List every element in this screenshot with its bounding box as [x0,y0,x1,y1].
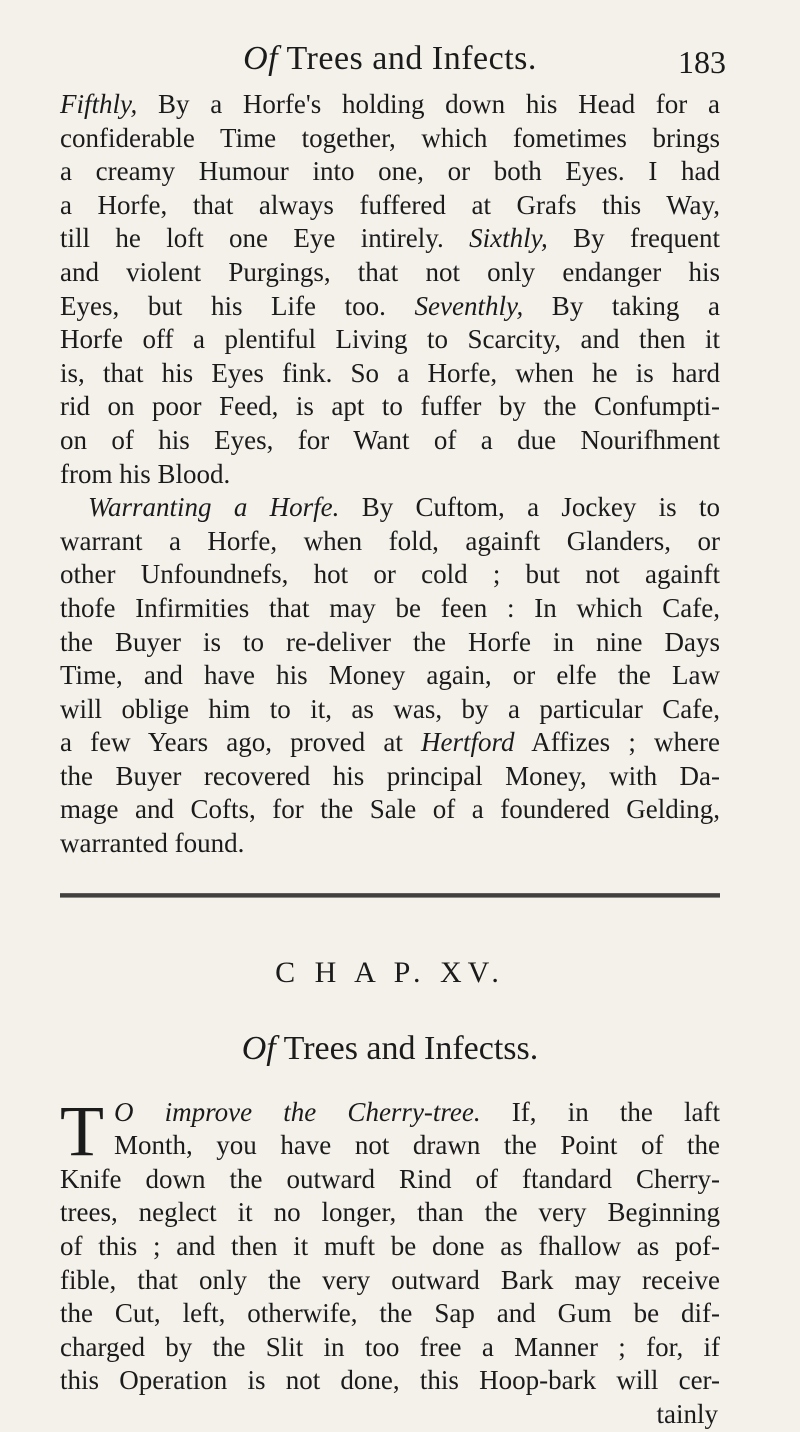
text-line: trees, neglect it no longer, than the very Beginning [60,1197,720,1228]
text-line: is, that his Eyes fink. So a Horfe, when he is hard [60,357,720,388]
text-line: confiderable Time together, which fometimes brings [60,122,720,153]
text-line: will oblige him to it, as was, by a particular Cafe, [60,693,720,724]
paragraph-warranting [60,491,720,861]
chapter-subtitle-of: Of [241,1029,276,1067]
text-line: O improve the Cherry-tree. If, in the laft [113,1096,720,1127]
section-divider [60,893,720,898]
chapter-subtitle-rest: Trees and Infectss. [283,1029,539,1067]
paragraph-cherry-tree [60,1090,720,1398]
text-line: thofe Infirmities that may be feen : In which Cafe, [60,592,720,623]
running-head-rest: Trees and Infects. [286,40,537,77]
text-line: Month, you have not drawn the Point of the [113,1130,720,1161]
running-head [60,40,720,78]
running-head-of: Of [243,40,279,77]
drop-cap: T [60,1090,104,1171]
text-line: fible, that only the very outward Bark may receive [60,1264,720,1295]
text-line: the Buyer recovered his principal Money, with Da- [60,760,720,791]
text-line: warranted found. [60,828,245,859]
text-line: this Operation is not done, this Hoop-bark will cer- [60,1365,720,1396]
text-line: Eyes, but his Life too. Seventhly, By taking a [60,290,720,321]
text-line: a Horfe, that always fuffered at Grafs this Way, [60,189,720,220]
text-line: Warranting a Horfe. By Cuftom, a Jockey is to [88,492,721,523]
text-line: other Unfoundnefs, hot or cold ; but not againft [60,559,720,590]
text-line: a creamy Humour into one, or both Eyes. I had [60,156,720,187]
text-line: Knife down the outward Rind of ftandard Cherry- [60,1163,720,1194]
text-line: till he loft one Eye intirely. Sixthly, By frequent [60,223,720,254]
text-line: warrant a Horfe, when fold, againft Glanders, or [60,525,720,556]
page-header [60,34,726,88]
text-line: the Cut, left, otherwife, the Sap and Gum be dif- [60,1298,720,1329]
text-line: Fifthly, By a Horfe's holding down his Head for a [60,89,720,119]
chapter-title: C H A P. XV. [275,955,505,989]
catchword: tainly [656,1399,718,1429]
page-number: 183 [678,44,726,80]
text-line: Time, and have his Money again, or elfe the Law [60,660,720,691]
text-line: of this ; and then it muft be done as fhallow as pof- [60,1231,720,1262]
text-line: from his Blood. [60,458,231,489]
text-line: rid on poor Feed, is apt to fuffer by the Confumpti- [60,391,720,422]
text-line: the Buyer is to re-deliver the Horfe in nine Days [60,626,720,657]
text-line: a few Years ago, proved at Hertford Affizes ; where [60,727,720,758]
text-line: charged by the Slit in too free a Manner ; for, if [60,1331,720,1362]
paragraph-eyes [60,88,720,491]
text-line: on of his Eyes, for Want of a due Nourifhment [60,424,720,455]
text-line: Horfe off a plentiful Living to Scarcity, and then it [60,324,720,355]
chapter-subtitle [60,1030,720,1068]
text-line: mage and Cofts, for the Sale of a foundered Gelding, [60,794,720,825]
book-page [60,34,726,1432]
text-line: and violent Purgings, that not only endanger his [60,256,720,287]
